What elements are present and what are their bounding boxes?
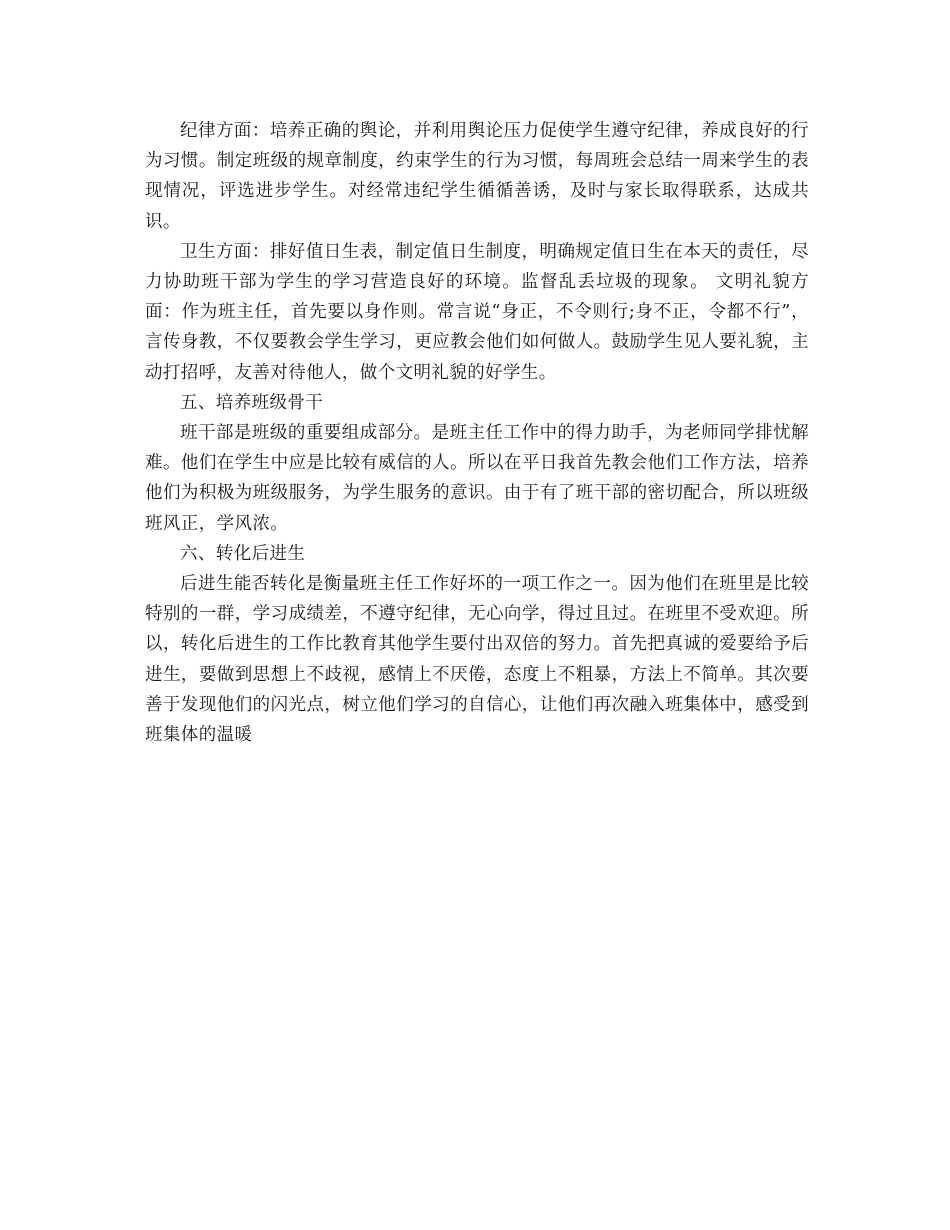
section-heading-underachievers: 六、转化后进生 — [180, 543, 306, 564]
paragraph-hygiene-and-manners: 卫生方面：排好值日生表，制定值日生制度，明确规定值日生在本天的责任，尽力协助班干部为学生的学习营造良好的环境。监督乱丢垃圾的现象。 文明礼貌方面：作为班主任，首先要以身作则。常言说“身正，不令则行;身不正，令都不行”，言传身教，不仅要教会学生学习，更应教会他们如何做人。鼓励学生见人要礼貌，主动打招呼，友善对待他人，做个文明礼貌的好学生。 — [145, 241, 809, 383]
paragraph-underachievers: 后进生能否转化是衡量班主任工作好坏的一项工作之一。因为他们在班里是比较特别的一群，学习成绩差，不遵守纪律，无心向学，得过且过。在班里不受欢迎。所以，转化后进生的工作比教育其他学生要付出双倍的努力。首先把真诚的爱要给予后进生，要做到思想上不歧视，感情上不厌倦，态度上不粗暴，方法上不简单。其次要善于发现他们的闪光点，树立他们学习的自信心，让他们再次融入班集体中，感受到班集体的温暖 — [145, 574, 809, 746]
paragraph-class-cadres: 班干部是班级的重要组成部分。是班主任工作中的得力助手，为老师同学排忧解难。他们在学生中应是比较有威信的人。所以在平日我首先教会他们工作方法，培养他们为积极为班级服务，为学生服务的意识。由于有了班干部的密切配合，所以班级班风正，学风浓。 — [145, 423, 809, 534]
document-body — [145, 116, 809, 750]
section-heading-class-cadres: 五、培养班级骨干 — [180, 392, 324, 413]
paragraph-discipline: 纪律方面：培养正确的舆论，并利用舆论压力促使学生遵守纪律，养成良好的行为习惯。制定班级的规章制度，约束学生的行为习惯，每周班会总结一周来学生的表现情况，评选进步学生。对经常违纪学生循循善诱，及时与家长取得联系，达成共识。 — [145, 121, 809, 232]
